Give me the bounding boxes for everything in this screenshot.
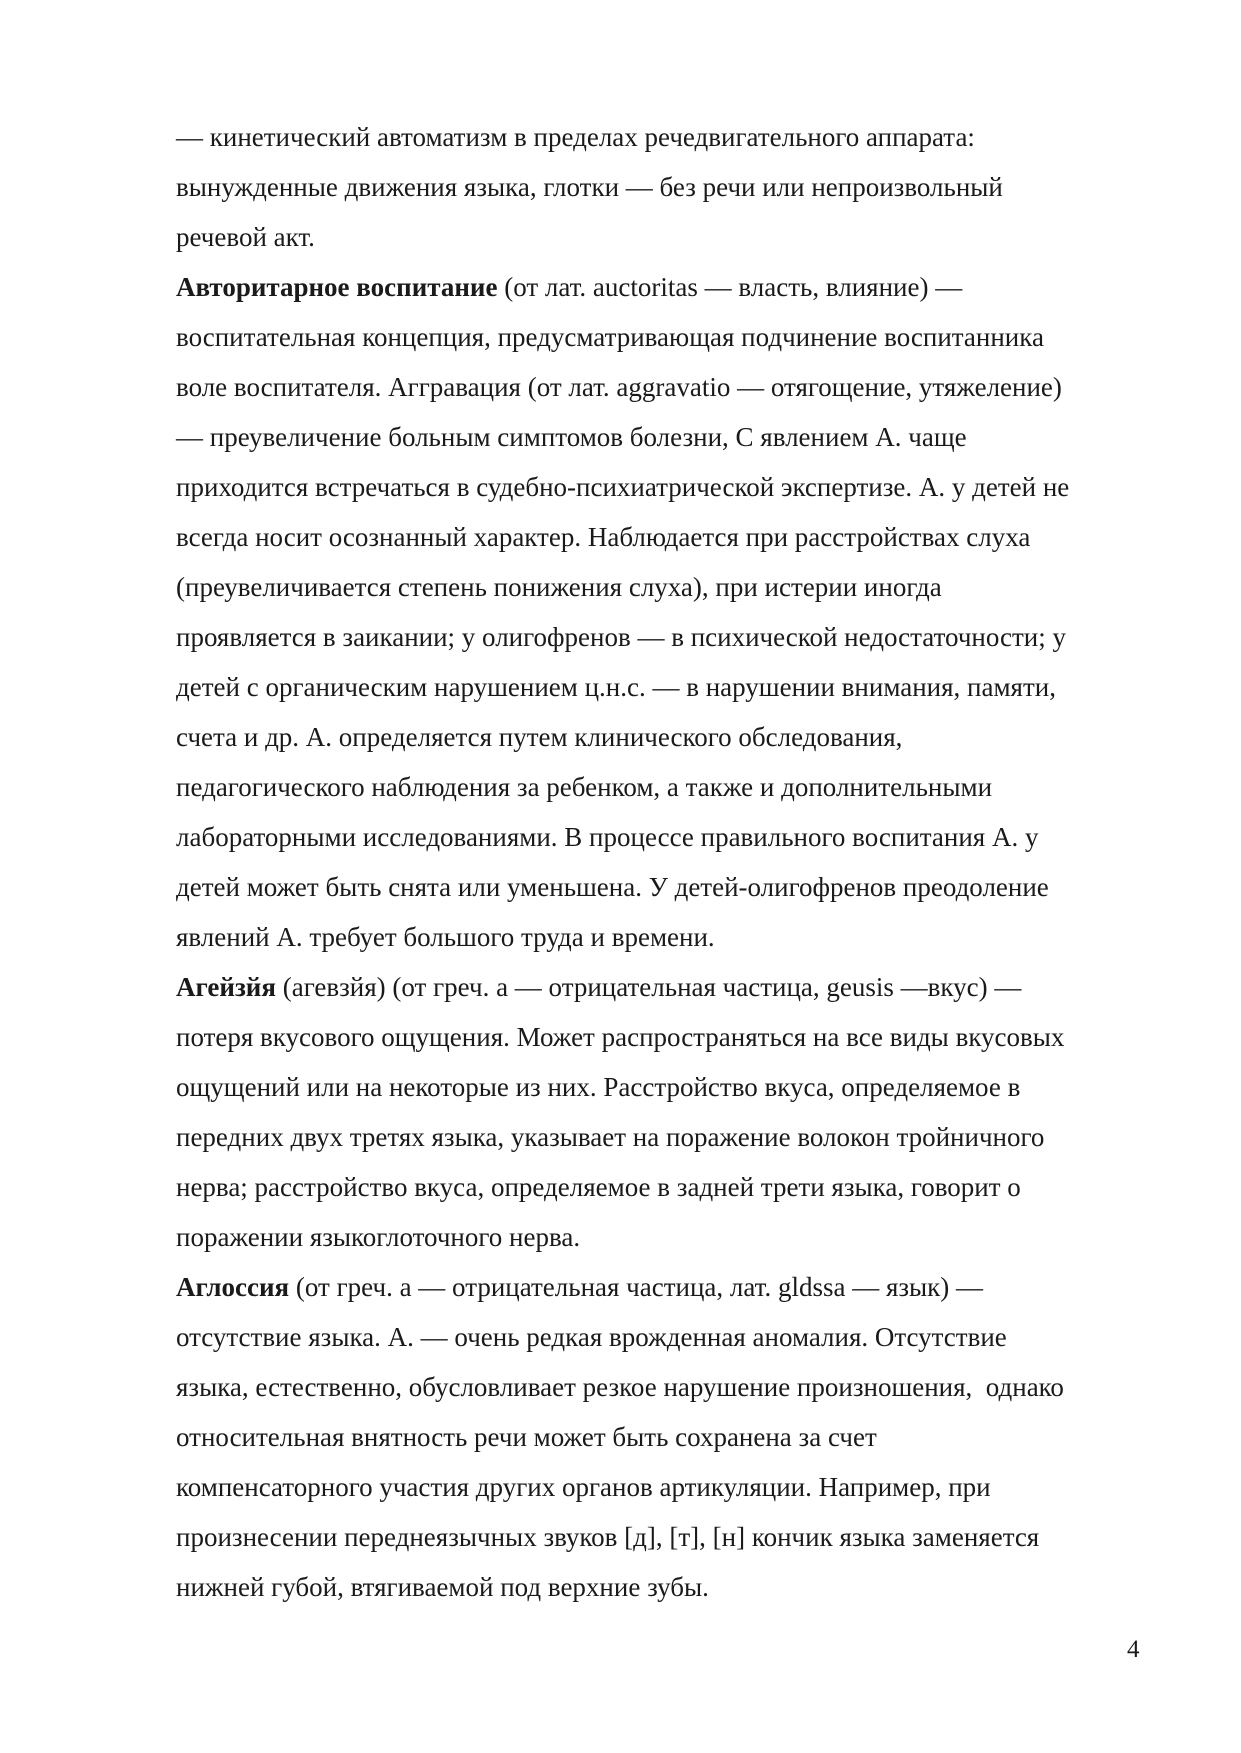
line-text: относительная внятность речи может быть сохранена за счет bbox=[176, 1422, 877, 1452]
text-line bbox=[176, 1162, 1161, 1212]
line-text: детей может быть снята или уменьшена. У детей-олигофренов преодоление bbox=[176, 872, 1049, 902]
line-text: — кинетический автоматизм в пределах речедвигательного аппарата: bbox=[176, 122, 975, 152]
line-text: явлений А. требует большого труда и времени. bbox=[176, 922, 715, 952]
text-line bbox=[176, 312, 1161, 362]
line-text: языка, естественно, обусловливает резкое нарушение произношения, однако bbox=[176, 1372, 1064, 1402]
text-line bbox=[176, 862, 1161, 912]
text-line bbox=[176, 462, 1161, 512]
text-line bbox=[176, 512, 1161, 562]
line-text: (от лат. auctoritas — власть, влияние) — bbox=[497, 272, 963, 302]
text-line bbox=[176, 762, 1161, 812]
line-text: лабораторными исследованиями. В процессе правильного воспитания А. у bbox=[176, 822, 1039, 852]
line-text: всегда носит осознанный характер. Наблюдается при расстройствах слуха bbox=[176, 522, 1031, 552]
line-text: воспитательная концепция, предусматривающая подчинение воспитанника bbox=[176, 322, 1044, 352]
term-heading: Аглоссия bbox=[176, 1272, 290, 1302]
text-line bbox=[176, 912, 1161, 962]
term-heading: Авторитарное воспитание bbox=[176, 272, 498, 302]
text-line bbox=[176, 712, 1161, 762]
line-text: ощущений или на некоторые из них. Расстройство вкуса, определяемое в bbox=[176, 1072, 1021, 1102]
text-line bbox=[176, 812, 1161, 862]
entry-heading-line bbox=[176, 962, 1161, 1012]
text-line bbox=[176, 362, 1161, 412]
line-text: счета и др. А. определяется путем клинического обследования, bbox=[176, 722, 903, 752]
entry-heading-line bbox=[176, 262, 1161, 312]
text-line bbox=[176, 1312, 1161, 1362]
text-line bbox=[176, 112, 1161, 162]
line-text: передних двух третях языка, указывает на поражение волокон тройничного bbox=[176, 1122, 1045, 1152]
term-heading: Агейзйя bbox=[176, 972, 276, 1002]
text-line bbox=[176, 1062, 1161, 1112]
text-line bbox=[176, 1562, 1161, 1612]
text-line bbox=[176, 612, 1161, 662]
line-text: произнесении переднеязычных звуков [д], [т], [н] кончик языка заменяется bbox=[176, 1522, 1040, 1552]
text-line bbox=[176, 662, 1161, 712]
line-text: (агевзйя) (от греч. а — отрицательная частица, geusis —вкус) — bbox=[275, 972, 1022, 1002]
text-line bbox=[176, 412, 1161, 462]
line-text: (от греч. а — отрицательная частица, лат. gldssa — язык) — bbox=[289, 1272, 984, 1302]
line-text: компенсаторного участия других органов артикуляции. Например, при bbox=[176, 1472, 991, 1502]
line-text: поражении языкоглоточного нерва. bbox=[176, 1222, 581, 1252]
line-text: воле воспитателя. Аггравация (от лат. aggravatio — отягощение, утяжеление) bbox=[176, 372, 1062, 402]
page-number: 4 bbox=[1127, 1636, 1140, 1663]
line-text: (преувеличивается степень понижения слуха), при истерии иногда bbox=[176, 572, 942, 602]
line-text: вынужденные движения языка, глотки — без речи или непроизвольный bbox=[176, 172, 1003, 202]
text-line bbox=[176, 1512, 1161, 1562]
text-line bbox=[176, 212, 1161, 262]
line-text: — преувеличение больным симптомов болезни, С явлением А. чаще bbox=[176, 422, 967, 452]
line-text: речевой акт. bbox=[176, 222, 315, 252]
line-text: нерва; расстройство вкуса, определяемое в задней трети языка, говорит о bbox=[176, 1172, 1021, 1202]
line-text: отсутствие языка. А. — очень редкая врожденная аномалия. Отсутствие bbox=[176, 1322, 1007, 1352]
text-line bbox=[176, 1462, 1161, 1512]
text-line bbox=[176, 1412, 1161, 1462]
line-text: нижней губой, втягиваемой под верхние зубы. bbox=[176, 1572, 709, 1602]
text-line bbox=[176, 1012, 1161, 1062]
text-line bbox=[176, 562, 1161, 612]
line-text: приходится встречаться в судебно-психиатрической экспертизе. А. у детей не bbox=[176, 472, 1070, 502]
body-text bbox=[176, 112, 1161, 1612]
line-text: педагогического наблюдения за ребенком, а также и дополнительными bbox=[176, 772, 993, 802]
line-text: проявляется в заикании; у олигофренов — в психической недостаточности; у bbox=[176, 622, 1066, 652]
text-line bbox=[176, 1112, 1161, 1162]
line-text: детей с органическим нарушением ц.н.с. — в нарушении внимания, памяти, bbox=[176, 672, 1056, 702]
text-line bbox=[176, 162, 1161, 212]
text-line bbox=[176, 1362, 1161, 1412]
text-line bbox=[176, 1212, 1161, 1262]
line-text: потеря вкусового ощущения. Может распространяться на все виды вкусовых bbox=[176, 1022, 1065, 1052]
entry-heading-line bbox=[176, 1262, 1161, 1312]
